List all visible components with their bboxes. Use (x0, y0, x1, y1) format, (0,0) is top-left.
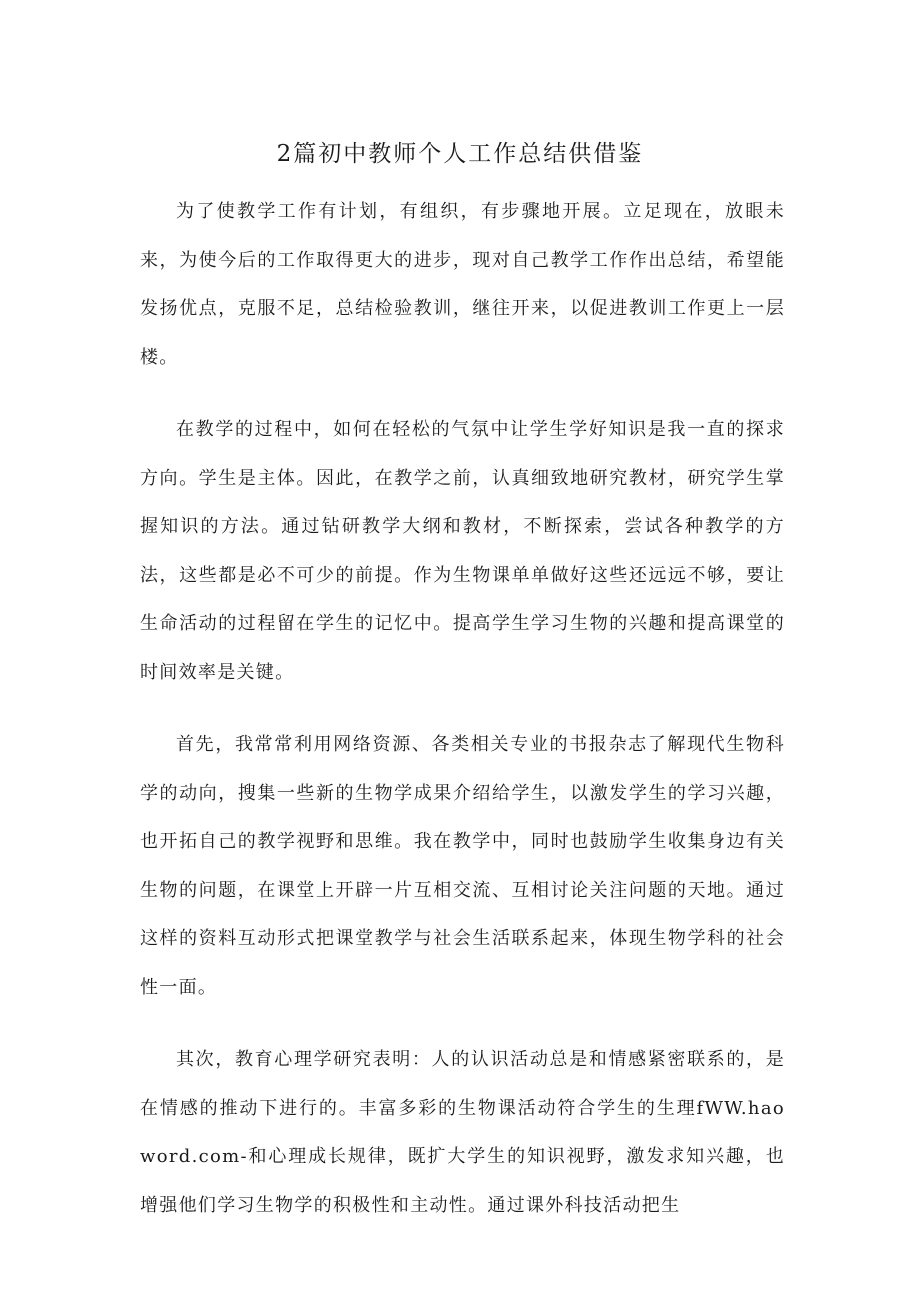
document-title: 2篇初中教师个人工作总结供借鉴 (276, 141, 644, 167)
paragraph-4: 其次，教育心理学研究表明：人的认识活动总是和情感紧密联系的，是在情感的推动下进行的。丰富多彩的生物课活动符合学生的生理fWW.haoword.com-和心理成长规律，既扩大学生的知识视野，激发求知兴趣，也增强他们学习生物学的积极性和主动性。通过课外科技活动把生 (140, 1049, 785, 1216)
paragraph-1: 为了使教学工作有计划，有组织，有步骤地开展。立足现在，放眼未来，为使今后的工作取得更大的进步，现对自己教学工作作出总结，希望能发扬优点，克服不足，总结检验教训，继往开来，以促进教训工作更上一层楼。 (140, 201, 785, 368)
paragraph-3: 首先，我常常利用网络资源、各类相关专业的书报杂志了解现代生物科学的动向，搜集一些新的生物学成果介绍给学生，以激发学生的学习兴趣，也开拓自己的教学视野和思维。我在教学中，同时也鼓励学生收集身边有关生物的问题，在课堂上开辟一片互相交流、互相讨论关注问题的天地。通过这样的资料互动形式把课堂教学与社会生活联系起来，体现生物学科的社会性一面。 (140, 734, 785, 998)
document-body (140, 188, 785, 1254)
paragraph-2: 在教学的过程中，如何在轻松的气氛中让学生学好知识是我一直的探求方向。学生是主体。因此，在教学之前，认真细致地研究教材，研究学生掌握知识的方法。通过钻研教学大纲和教材，不断探索，尝试各种教学的方法，这些都是必不可少的前提。作为生物课单单做好这些还远远不够，要让生命活动的过程留在学生的记忆中。提高学生学习生物的兴趣和提高课堂的时间效率是关键。 (140, 419, 785, 683)
